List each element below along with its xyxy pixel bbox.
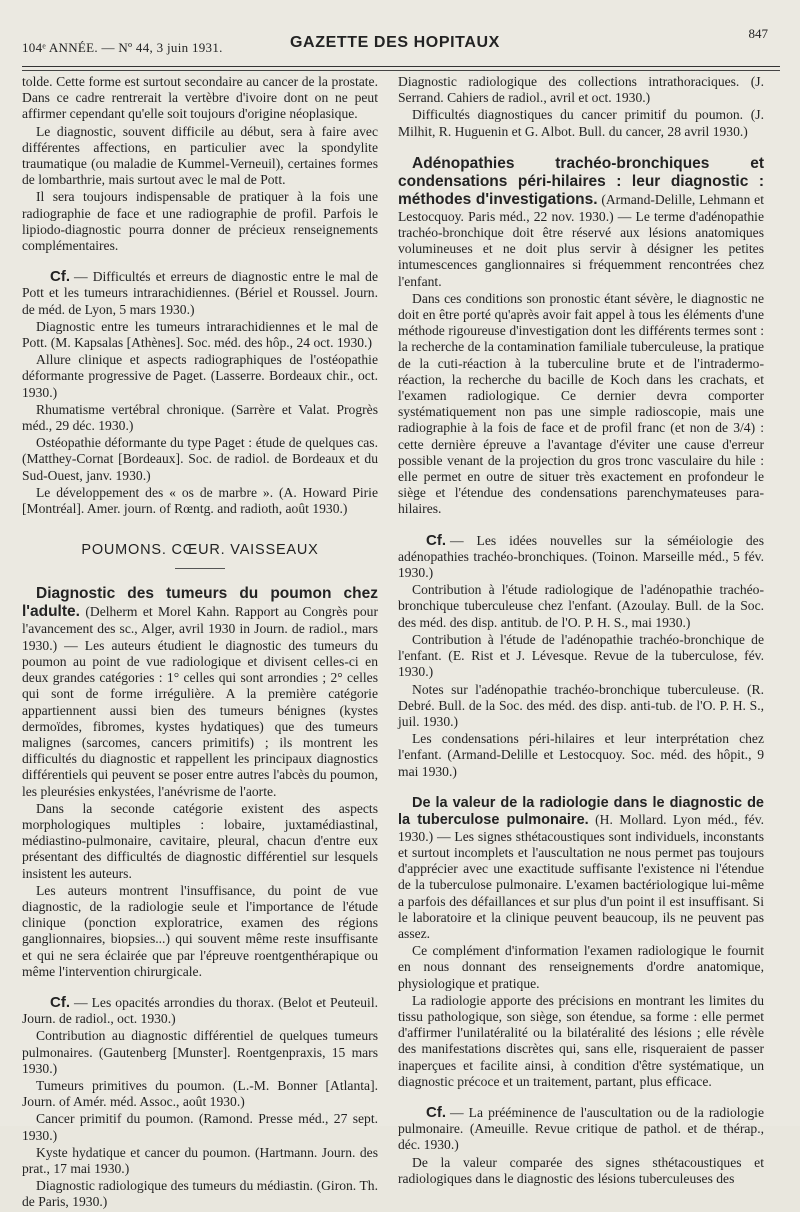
reference: Cancer primitif du poumon. (Ramond. Presse méd., 27 sept. 1930.) <box>22 1111 378 1143</box>
reference: Diagnostic entre les tumeurs intrarachidiennes et le mal de Pott. (M. Kapsalas [Athènes]. Soc. méd. des hôp., 24 oct. 1930.) <box>22 318 378 351</box>
paragraph: Dans la seconde catégorie existent des aspects morphologiques multiples : lobaire, juxtamédiastinal, médiastino-pulmonaire, cavitaire, pleural, chacun d'entre eux présentant des difficultés de diagnostic différentiel sur lesquels insistent les auteurs. <box>22 800 378 881</box>
reference-text: — Difficultés et erreurs de diagnostic entre le mal de Pott et les tumeurs intrarachidiennes. (Bériel et Roussel. Journ. de méd. de Lyon, 5 mars 1930.) <box>22 269 378 317</box>
article-heading: De la valeur de la radiologie dans le diagnostic de la tuberculose pulmonaire. <box>398 794 764 828</box>
paragraph: Il sera toujours indispensable de pratiquer à la fois une radiographie de face et une radiographie de profil. Parfois le lipiodo-diagnostic pourra donner de précieux renseignements complémentaires. <box>22 189 378 254</box>
reference: Diagnostic radiologique des tumeurs du médiastin. (Giron. Th. de Paris, 1930.) <box>22 1178 378 1210</box>
reference <box>22 269 378 318</box>
reference-text: — La prééminence de l'auscultation ou de la radiologie pulmonaire. (Ameuille. Revue critique de pathol. et de thérap., déc. 1930.) <box>398 1104 764 1153</box>
section-rule <box>175 568 225 569</box>
right-column <box>398 74 764 1188</box>
reference: Ostéopathie déformante du type Paget : étude de quelques cas. (Matthey-Cornat [Bordeaux]. Soc. de radiol. de Bordeaux et du Sud-Ouest, janv. 1930.) <box>22 435 378 483</box>
reference: Tumeurs primitives du poumon. (L.-M. Bonner [Atlanta]. Journ. of Amér. méd. Assoc., août 1930.) <box>22 1077 378 1110</box>
reference: Difficultés diagnostiques du cancer primitif du poumon. (J. Milhit, R. Huguenin et G. Albot. Bull. du cancer, 28 avril 1930.) <box>398 107 764 139</box>
cf-label: Cf. <box>50 268 70 286</box>
reference <box>398 1105 764 1154</box>
cf-label: Cf. <box>426 1103 446 1121</box>
paragraph: La radiologie apporte des précisions en montrant les limites du tissu pathologique, son siège, son étendue, sa forme : elle permet d'affirmer l'unilatéralité ou la bilatéralité des lésions ; elle révèle des manifestations discrètes qui, sans elle, risqueraient de passer inaperçues et facilite ainsi, à condition d'être systématique, un diagnostic précoce et un traitement, partant, plus efficace. <box>398 992 764 1089</box>
header-rule <box>22 66 780 67</box>
page-header <box>22 26 780 62</box>
paragraph: Les auteurs montrent l'insuffisance, du point de vue diagnostic, de la radiologie seule et l'importance de l'étude clinique (ponction exploratrice, examen des régions ganglionnaires, biopsies...) qui souvent même reste insuffisante et qui ne sera éclairée que par l'épreuve roentgenthérapique ou même l'intervention chirurgicale. <box>22 882 378 979</box>
reference: Kyste hydatique et cancer du poumon. (Hartmann. Journ. des prat., 17 mai 1930.) <box>22 1144 378 1176</box>
reference: Allure clinique et aspects radiographiques de l'ostéopathie déformante progressive de Paget. (Lasserre. Bordeaux chir., oct. 1930.) <box>22 352 378 400</box>
spacer <box>22 981 378 995</box>
reference: Contribution au diagnostic différentiel de quelques tumeurs pulmonaires. (Gautenberg [Munster]. Roentgenpraxis, 15 mars 1930.) <box>22 1028 378 1076</box>
reference <box>398 533 764 582</box>
reference-text: — Les idées nouvelles sur la séméiologie des adénopathies trachéo-bronchiques. (Toinon. Marseille méd., 5 fév. 1930.) <box>398 532 764 581</box>
article-text: (Delherm et Morel Kahn. Rapport au Congrès pour l'avancement des sc., Alger, avril 1930 in Journ. de radiol., mars 1930.) — Les auteurs étudient le diagnostic des tumeurs du poumon au point de vue radiologique et divisent celles-ci en deux grandes catégories : 1° celles qui sont arrondies ; 2° celles qui sont de forme irrégulière. A la première catégorie appartiennent aussi bien des tumeurs bénignes (kystes dermoïdes, fibromes, kystes hydatiques) que des tumeurs malignes (sarcomes, cancers primitifs) ; ils montrent les difficultés du diagnostic et rappellent les principaux diagnostics différentiels qui peuvent se poser entre autres l'abcès du poumon, les pleurésies enkystées, l'anévrisme de l'aorte. <box>22 604 378 799</box>
reference: Les condensations péri-hilaires et leur interprétation chez l'enfant. (Armand-Delille et Lestocquoy. Soc. méd. des hôpit., 9 mai 1930.) <box>398 731 764 779</box>
article <box>398 155 764 290</box>
spacer <box>22 518 378 538</box>
spacer <box>398 781 764 795</box>
reference: De la valeur comparée des signes sthétacoustiques et radiologiques dans le diagnostic des lésions tuberculeuses des <box>398 1154 764 1186</box>
reference: Contribution à l'étude radiologique de l'adénopathie trachéo-bronchique tuberculeuse chez l'enfant. (Azoulay. Bull. de la Soc. des méd. des disp. antitub. de l'O. P. H. S., mai 1930.) <box>398 582 764 630</box>
paragraph: tolde. Cette forme est surtout secondaire au cancer de la prostate. Dans ce cadre rentrerait la vertèbre d'ivoire dont on ne peut affirmer cependant qu'elle soit toujours d'origine néoplasique. <box>22 74 378 122</box>
spacer <box>398 1091 764 1105</box>
left-column <box>22 74 378 1212</box>
article <box>22 585 378 799</box>
article-heading: Adénopathies trachéo-bronchiques et condensations péri-hilaires : leur diagnostic : méthodes d'investigations. <box>398 154 764 208</box>
paragraph: Le diagnostic, souvent difficile au début, sera à faire avec différentes affections, en particulier avec la spondylite traumatique (ou maladie de Kummel-Verneuil), certaines formes de lombarthrie, mais surtout avec le mal de Pott. <box>22 123 378 188</box>
section-heading: POUMONS. CŒUR. VAISSEAUX <box>81 542 319 559</box>
article <box>398 795 764 942</box>
reference: Contribution à l'étude de l'adénopathie trachéo-bronchique de l'enfant. (E. Rist et J. Lévesque. Revue de la tuberculose, fév. 1930.) <box>398 631 764 680</box>
reference-text: — Les opacités arrondies du thorax. (Belot et Peuteuil. Journ. de radiol., oct. 1930.) <box>22 994 378 1027</box>
journal-title: GAZETTE DES HOPITAUX <box>290 34 500 51</box>
reference: Diagnostic radiologique des collections intrathoraciques. (J. Serrand. Cahiers de radiol., avril et oct. 1930.) <box>398 74 764 106</box>
paragraph: Dans ces conditions son pronostic étant sévère, le diagnostic ne doit en être porté qu'après avoir fait appel à tous les éléments d'une méthode rigoureuse d'investigation dont les différents termes sont : la recherche de la contamination familiale tuberculeuse, la pratique de la cuti-réaction à la tuberculine brute et de l'intradermo-réaction, la recherche du bacille de Koch dans les crachats, et l'examen radiologique. Ce dernier devra comporter systématiquement non pas une simple radioscopie, mais une radiographie à la fois de face et de profil franc (et non de 3/4) : cette dernière épreuve a l'avantage d'éviter une cause d'erreur possible venant de la projection du gros tronc vasculaire du hile : elle permet en outre de situer très exactement en profondeur le siège et l'étendue des condensations parenchymateuses para-hilaires. <box>398 290 764 517</box>
reference: Le développement des « os de marbre ». (A. Howard Pirie [Montréal]. Amer. journ. of Rœntg. and radioth, août 1930.) <box>22 484 378 517</box>
page-number: 847 <box>748 26 768 41</box>
spacer <box>22 255 378 269</box>
reference <box>22 995 378 1027</box>
header-rule-thin <box>22 70 780 71</box>
reference: Rhumatisme vertébral chronique. (Sarrère et Valat. Progrès méd., 29 déc. 1930.) <box>22 401 378 434</box>
reference: Notes sur l'adénopathie trachéo-bronchique tuberculeuse. (R. Debré. Bull. de la Soc. des méd. des disp. anti-tub. de l'O. P. H. S., juil. 1930.) <box>398 681 764 729</box>
article-text: (Armand-Delille, Lehmann et Lestocquoy. Paris méd., 22 nov. 1930.) — Le terme d'adénopathie trachéo-bronchique doit être réservé aux lésions anatomiques volumineuses et ne doit plus servir à désigner les petites intumescences ganglionnaires si fréquemment rencontrées chez l'enfant. <box>398 191 764 289</box>
paragraph: Ce complément d'information l'examen radiologique le fournit en nous donnant des renseignements d'ordre anatomique, physiologique et pratique. <box>398 943 764 991</box>
spacer <box>398 519 764 533</box>
article-text: (H. Mollard. Lyon méd., fév. 1930.) — Les signes sthétacoustiques sont individuels, inconstants et surtout incomplets et l'auscultation ne nous permet pas toujours d'apprécier avec une exactitude suffisante l'existence ni l'étendue de la tuberculose pulmonaire. L'examen bactériologique lui-même a parfois des défaillances et sur plus d'un point il est insuffisant. Si le laboratoire et la clinique peuvent beaucoup, ils ne peuvent pas assez. <box>398 811 765 941</box>
issue-info: 104ᵉ ANNÉE. — Nº 44, 3 juin 1931. <box>22 40 223 55</box>
article-heading: Diagnostic des tumeurs du poumon chez l'adulte. <box>22 585 378 621</box>
spacer <box>398 141 764 155</box>
cf-label: Cf. <box>426 531 446 549</box>
cf-label: Cf. <box>50 993 70 1011</box>
